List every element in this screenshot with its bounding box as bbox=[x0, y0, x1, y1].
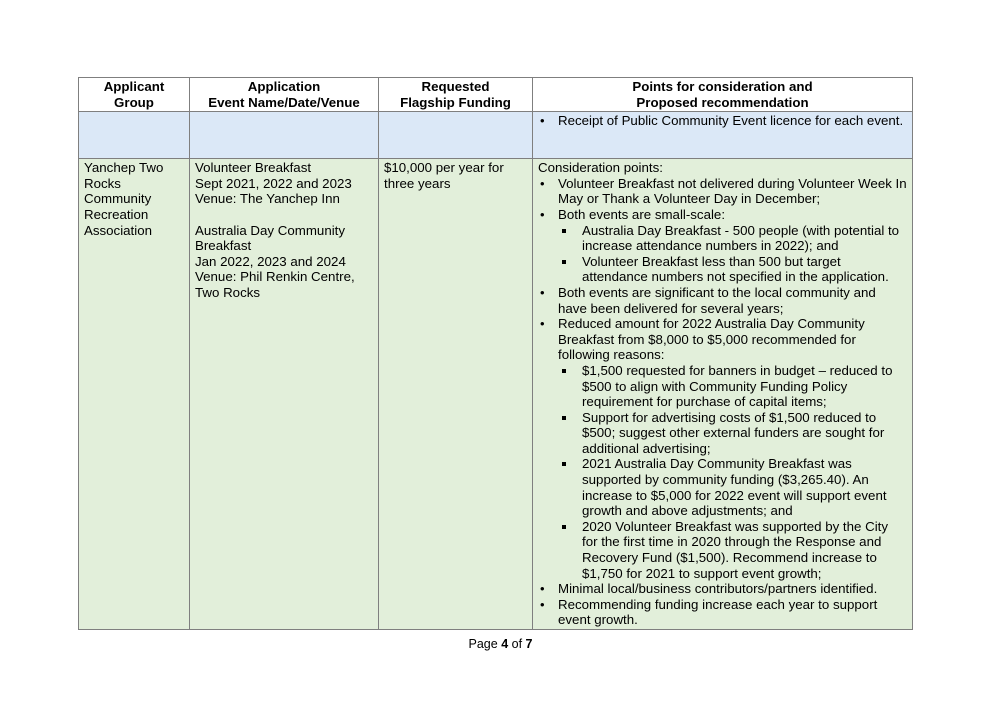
cell-consideration-points bbox=[533, 159, 913, 630]
page-number-footer: Page 4 of 7 bbox=[468, 637, 533, 651]
header-application-event: Application Event Name/Date/Venue bbox=[190, 78, 379, 112]
bullet-icon: • bbox=[540, 284, 545, 300]
list-item: • Minimal local/business contributors/partners identified. bbox=[540, 581, 878, 597]
sub-list-item: Support for advertising costs of $1,500 reduced to $500; suggest other external funders are sought for additional advertising; bbox=[558, 410, 907, 457]
bullet-icon: • bbox=[540, 316, 545, 332]
sub-list-item: $1,500 requested for banners in budget – reduced to $500 to align with Community Funding Policy requirement for purchase of capital items; bbox=[558, 363, 907, 410]
table-row-continued bbox=[79, 112, 913, 159]
square-bullet-icon bbox=[562, 525, 566, 529]
bullet-icon: • bbox=[540, 175, 545, 191]
square-bullet-icon bbox=[562, 229, 566, 233]
header-requested-funding: Requested Flagship Funding bbox=[379, 78, 533, 112]
square-bullet-icon bbox=[562, 462, 566, 466]
bullet-icon: • bbox=[540, 206, 545, 222]
square-bullet-icon bbox=[562, 416, 566, 420]
consideration-bullet-list bbox=[538, 176, 907, 628]
square-bullet-icon bbox=[562, 369, 566, 373]
cell-empty-event bbox=[190, 112, 379, 159]
square-bullet-icon bbox=[562, 260, 566, 264]
sub-bullet-list bbox=[558, 223, 907, 285]
table-row-yanchep bbox=[79, 159, 913, 630]
flagship-funding-table bbox=[78, 77, 913, 630]
sub-bullet-list bbox=[558, 363, 907, 581]
bullet-icon: • bbox=[540, 113, 545, 129]
list-item: • Reduced amount for 2022 Australia Day Community Breakfast from $8,000 to $5,000 recommended for following reasons: $1,500 requested for banners in budget – reduced to $500 to align with Community Funding Policy requirement for purchase of capital items; Support for advertising costs of $1,500 reduced to $500; suggest other external funders are sought for additional advertising; 2021 Australia Day Community Breakfast was supported by community funding ($3,265.40). An increase to $5,000 for 2022 event will support event growth and above adjustments; and 2020 Volunteer Breakfast was supported by the City for the first time in 2020 through the Response and Recovery Fund ($1,500). Recommend increase to $1,750 for 2021 to support event growth; bbox=[538, 316, 907, 581]
list-item: • Recommending funding increase each year to support event growth. bbox=[540, 596, 878, 628]
cell-requested-funding: $10,000 per year for three years bbox=[379, 159, 533, 630]
cell-empty-applicant bbox=[79, 112, 190, 159]
header-applicant-group: Applicant Group bbox=[79, 78, 190, 112]
bullet-icon: • bbox=[540, 581, 545, 597]
sub-list-item: 2021 Australia Day Community Breakfast was supported by community funding ($3,265.40). An increase to $5,000 for 2022 event will support event growth and above adjustments; and bbox=[558, 456, 907, 518]
cell-applicant-group: Yanchep Two Rocks Community Recreation Association bbox=[79, 159, 190, 630]
list-item: • Receipt of Public Community Event licence for each event. bbox=[540, 113, 904, 129]
consideration-heading: Consideration points: bbox=[538, 160, 663, 176]
sub-list-item: 2020 Volunteer Breakfast was supported by the City for the first time in 2020 through the Response and Recovery Fund ($1,500). Recommend increase to $1,750 for 2021 to support event growth; bbox=[558, 519, 907, 581]
cell-continued-points bbox=[533, 112, 913, 159]
list-item: • Both events are significant to the local community and have been delivered for several years; bbox=[540, 284, 876, 316]
sub-list-item: Australia Day Breakfast - 500 people (with potential to increase attendance numbers in 2022); and bbox=[558, 223, 907, 254]
cell-empty-funding bbox=[379, 112, 533, 159]
list-item: • Volunteer Breakfast not delivered during Volunteer Week In May or Thank a Volunteer Day in December; bbox=[540, 175, 907, 207]
sub-list-item: Volunteer Breakfast less than 500 but target attendance numbers not specified in the application. bbox=[558, 254, 907, 285]
list-item: • Both events are small-scale: Australia Day Breakfast - 500 people (with potential to increase attendance numbers in 2022); and Volunteer Breakfast less than 500 but target attendance numbers not specified in the application. bbox=[538, 207, 907, 285]
header-points-for-consideration: Points for consideration and Proposed recommendation bbox=[533, 78, 913, 112]
table-header-row bbox=[79, 78, 913, 112]
bullet-icon: • bbox=[540, 596, 545, 612]
cell-event-details: Volunteer Breakfast Sept 2021, 2022 and 2023 Venue: The Yanchep Inn Australia Day Community Breakfast Jan 2022, 2023 and 2024 Venue: Phil Renkin Centre, Two Rocks bbox=[190, 159, 379, 630]
continued-bullet-list bbox=[538, 113, 907, 129]
